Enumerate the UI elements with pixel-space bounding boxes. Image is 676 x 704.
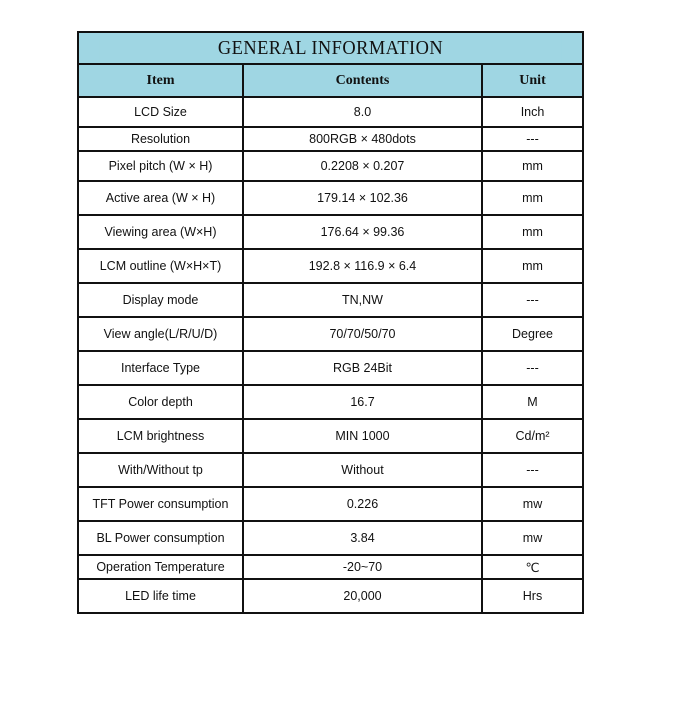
table-row-touch-panel	[78, 453, 583, 487]
row-contents: RGB 24Bit	[243, 351, 482, 385]
row-item: LED life time	[78, 579, 243, 613]
row-item: Active area (W × H)	[78, 181, 243, 215]
table-row-pixel-pitch	[78, 151, 583, 181]
row-contents: 16.7	[243, 385, 482, 419]
table-row-led-life-time	[78, 579, 583, 613]
header-contents: Contents	[243, 64, 482, 97]
row-unit: ---	[482, 351, 583, 385]
row-unit: Hrs	[482, 579, 583, 613]
row-item: TFT Power consumption	[78, 487, 243, 521]
row-item: Color depth	[78, 385, 243, 419]
row-contents: 3.84	[243, 521, 482, 555]
table-row-lcm-outline	[78, 249, 583, 283]
row-unit: mm	[482, 181, 583, 215]
row-contents: 800RGB × 480dots	[243, 127, 482, 151]
row-contents: TN,NW	[243, 283, 482, 317]
table-row-lcm-brightness	[78, 419, 583, 453]
row-item: Operation Temperature	[78, 555, 243, 579]
table-row-operation-temperature	[78, 555, 583, 579]
table-title: GENERAL INFORMATION	[99, 33, 562, 63]
row-contents: 8.0	[243, 97, 482, 127]
row-item: Viewing area (W×H)	[78, 215, 243, 249]
row-item: LCD Size	[78, 97, 243, 127]
header-item: Item	[78, 64, 243, 97]
row-unit: mm	[482, 215, 583, 249]
table-row-display-mode	[78, 283, 583, 317]
table-row-bl-power	[78, 521, 583, 555]
row-unit: mw	[482, 487, 583, 521]
row-unit: Cd/m²	[482, 419, 583, 453]
row-contents: -20~70	[243, 555, 482, 579]
table-title-cell	[78, 32, 583, 64]
row-unit: ---	[482, 283, 583, 317]
table-header-row	[78, 64, 583, 97]
row-unit: mm	[482, 151, 583, 181]
row-unit: ---	[482, 453, 583, 487]
row-unit: mw	[482, 521, 583, 555]
table-title-row	[78, 32, 583, 64]
row-unit: Degree	[482, 317, 583, 351]
row-contents: 0.2208 × 0.207	[243, 151, 482, 181]
row-contents: Without	[243, 453, 482, 487]
row-contents: 179.14 × 102.36	[243, 181, 482, 215]
table-row-tft-power	[78, 487, 583, 521]
row-unit: mm	[482, 249, 583, 283]
row-item: Pixel pitch (W × H)	[78, 151, 243, 181]
row-contents: 70/70/50/70	[243, 317, 482, 351]
table-row-interface-type	[78, 351, 583, 385]
row-contents: 176.64 × 99.36	[243, 215, 482, 249]
header-unit: Unit	[482, 64, 583, 97]
row-item: LCM brightness	[78, 419, 243, 453]
table-row-lcd-size	[78, 97, 583, 127]
table-row-color-depth	[78, 385, 583, 419]
row-item: Display mode	[78, 283, 243, 317]
row-item: BL Power consumption	[78, 521, 243, 555]
row-unit: M	[482, 385, 583, 419]
table-row-active-area	[78, 181, 583, 215]
table-row-resolution	[78, 127, 583, 151]
row-item: LCM outline (W×H×T)	[78, 249, 243, 283]
row-unit: ---	[482, 127, 583, 151]
row-contents: 20,000	[243, 579, 482, 613]
table-row-view-angle	[78, 317, 583, 351]
row-contents: MIN 1000	[243, 419, 482, 453]
row-contents: 0.226	[243, 487, 482, 521]
row-unit: ℃	[482, 555, 583, 579]
row-contents: 192.8 × 116.9 × 6.4	[243, 249, 482, 283]
general-information-table	[77, 31, 584, 614]
row-item: With/Without tp	[78, 453, 243, 487]
row-item: View angle(L/R/U/D)	[78, 317, 243, 351]
table-row-viewing-area	[78, 215, 583, 249]
row-unit: Inch	[482, 97, 583, 127]
row-item: Resolution	[78, 127, 243, 151]
row-item: Interface Type	[78, 351, 243, 385]
